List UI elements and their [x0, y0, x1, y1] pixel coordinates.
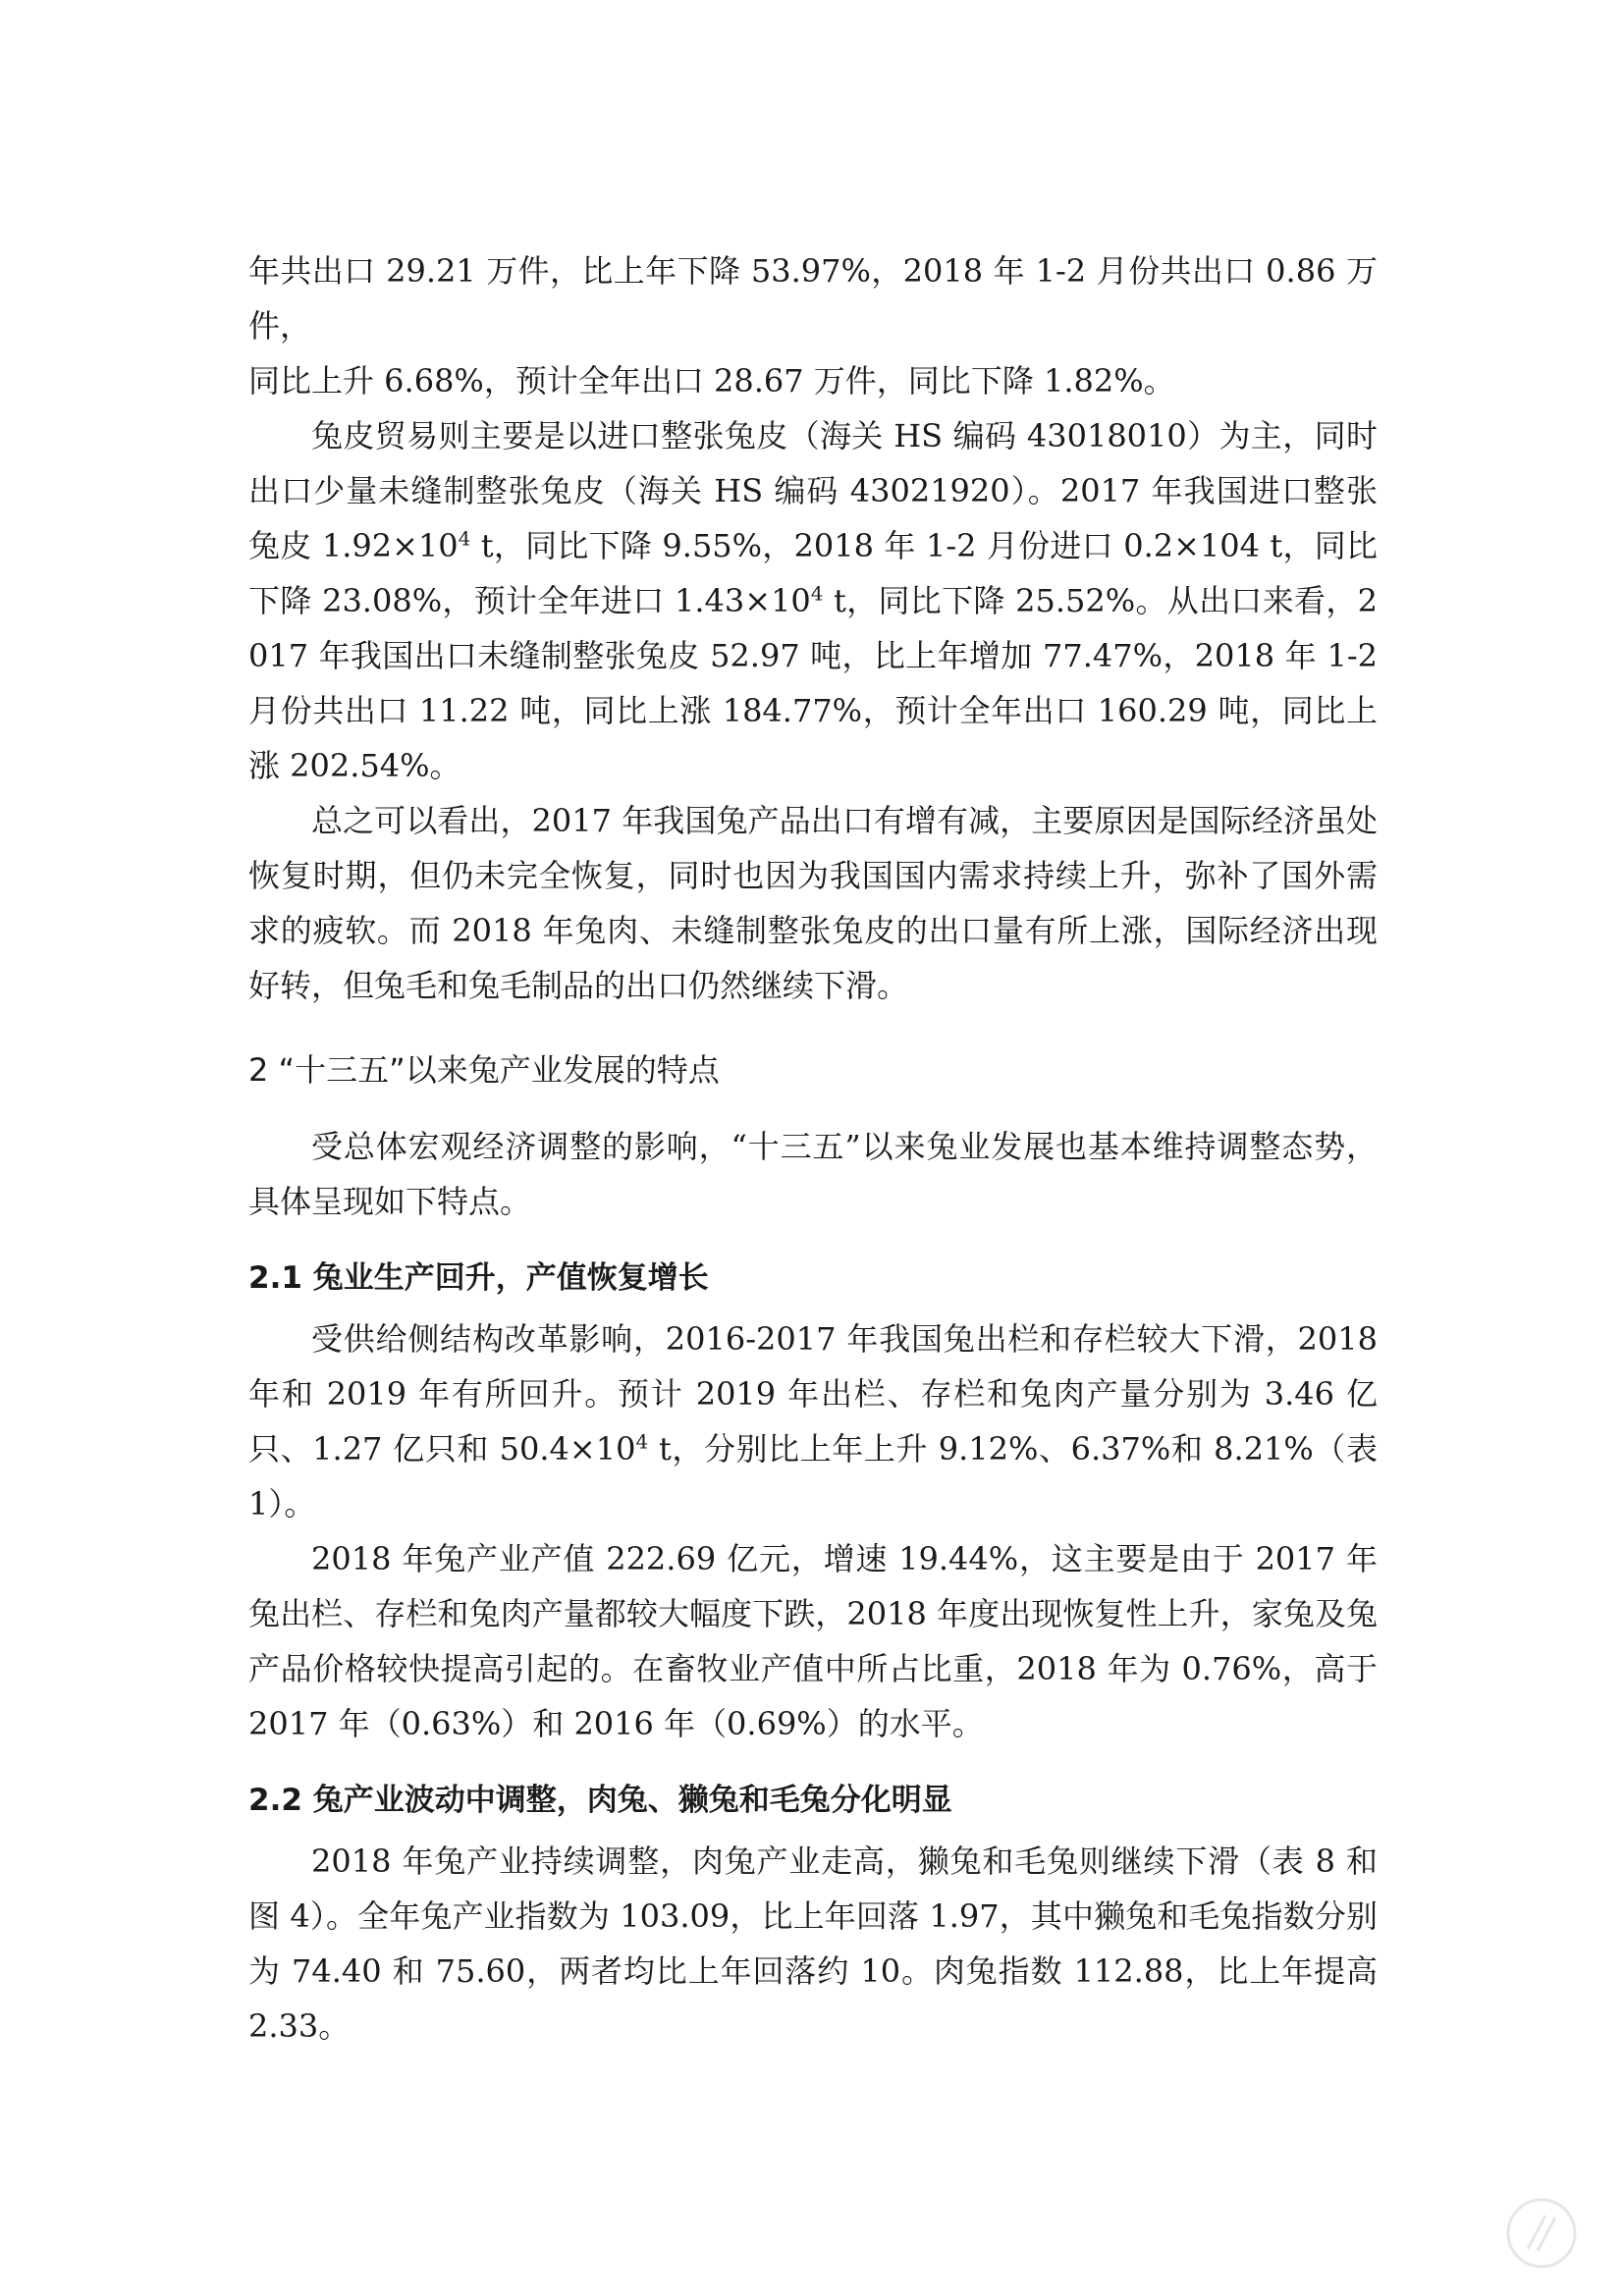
paragraph-section-intro: 受总体宏观经济调整的影响，“十三五”以来兔业发展也基本维持调整态势，具体呈现如下特点。: [248, 1128, 1378, 1220]
paragraph-text: t，同比下降 25.52%。从出口来看，2017 年我国出口未缝制整张兔皮 52.97 吨，比上年增加 77.47%，2018 年 1-2 月份共出口 11.22 吨，同比上涨 184.77%，预计全年出口 160.29 吨，同比上涨 202.54%。: [248, 582, 1378, 784]
subsection-heading: 2.1 兔业生产回升，产值恢复增长: [248, 1260, 709, 1296]
paragraph-production: [248, 1311, 1378, 1531]
paragraph-conclusion: 总之可以看出，2017 年我国兔产品出口有增有减，主要原因是国际经济虽处恢复时期，但仍未完全恢复，同时也因为我国国内需求持续上升，弥补了国外需求的疲软。而 2018 年兔肉、未缝制整张兔皮的出口量有所上涨，国际经济出现好转，但兔毛和兔毛制品的出口仍然继续下滑。: [248, 802, 1378, 1004]
paragraph-text: 兔皮贸易则主要是以进口整张兔皮（海关 HS 编码 43018010）为主，同时出口少量未缝制整张兔皮（海关 HS 编码 43021920）。2017 年我国进口整张兔皮 1.92×10: [248, 417, 1378, 564]
paragraph-rabbit-skin-trade: [248, 408, 1378, 793]
subsection-heading: 2.2 兔产业波动中调整，肉兔、獭兔和毛兔分化明显: [248, 1783, 952, 1818]
paragraph-export-summary: [248, 243, 1378, 408]
paragraph-text: 受供给侧结构改革影响，2016-2017 年我国兔出栏和存栏较大下滑，2018 年和 2019 年有所回升。预计 2019 年出栏、存栏和兔肉产量分别为 3.46 亿只、1.27 亿只和 50.4×10: [248, 1320, 1378, 1468]
document-body: [248, 243, 1378, 2054]
superscript: 4: [458, 526, 471, 551]
superscript: 4: [635, 1429, 649, 1454]
paragraph-line: 同比上升 6.68%，预计全年出口 28.67 万件，同比下降 1.82%。: [248, 362, 1175, 400]
paragraph-industry-index: 2018 年兔产业持续调整，肉兔产业走高，獭兔和毛兔则继续下滑（表 8 和图 4）。全年兔产业指数为 103.09，比上年回落 1.97，其中獭兔和毛兔指数分别为 74.40 和 75.60，两者均比上年回落约 10。肉兔指数 112.88，比上年提高 2.33。: [248, 1842, 1378, 2045]
paragraph-text: t，同比下降 9.55%，2018 年 1-2 月份进口 0.2×104 t，同比下降 23.08%，预计全年进口 1.43×10: [248, 527, 1378, 619]
paragraph-output-value: 2018 年兔产业产值 222.69 亿元，增速 19.44%，这主要是由于 2017 年兔出栏、存栏和兔肉产量都较大幅度下跌，2018 年度出现恢复性上升，家兔及兔产品价格较快提高引起的。在畜牧业产值中所占比重，2018 年为 0.76%，高于 2017 年（0.63%）和 2016 年（0.69%）的水平。: [248, 1540, 1378, 1742]
paragraph-text: t，分别比上年上升 9.12%、6.37%和 8.21%（表 1）。: [248, 1430, 1378, 1522]
watermark-logo-icon: [1502, 2194, 1581, 2272]
superscript: 4: [810, 581, 824, 606]
paragraph-line: 年共出口 29.21 万件，比上年下降 53.97%，2018 年 1-2 月份共出口 0.86 万件，: [248, 252, 1378, 345]
section-heading: 2 “十三五”以来兔产业发展的特点: [248, 1051, 720, 1089]
